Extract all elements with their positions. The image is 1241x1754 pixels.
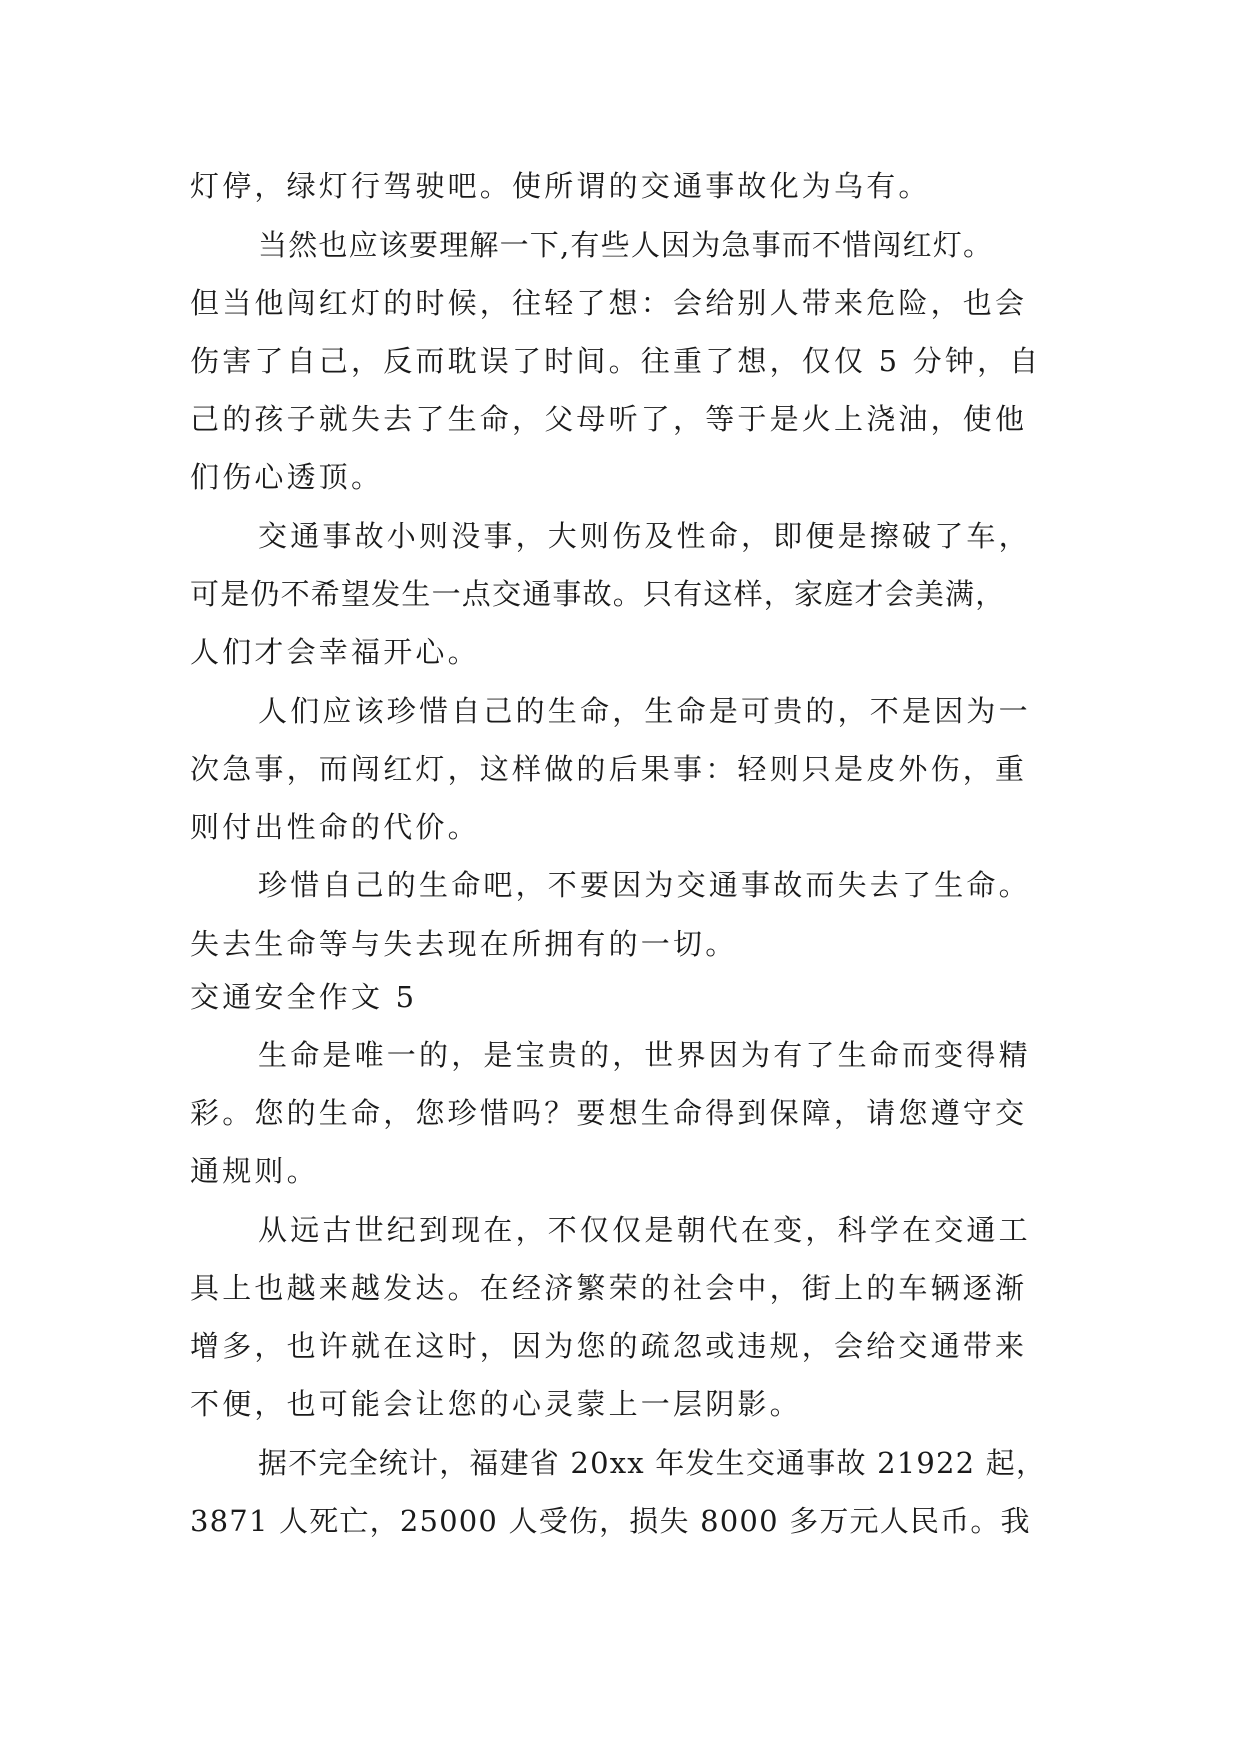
- text-line: 具上也越来越发达。在经济繁荣的社会中，街上的车辆逐渐: [190, 1271, 1028, 1305]
- text-line: 次急事，而闯红灯，这样做的后果事：轻则只是皮外伤，重: [190, 752, 1028, 786]
- paragraph-first-line: 当然也应该要理解一下,有些人因为急事而不惜闯红灯。: [258, 228, 994, 262]
- text-line: 则付出性命的代价。: [190, 810, 480, 844]
- paragraph-first-line: 据不完全统计，福建省 20xx 年发生交通事故 21922 起，: [258, 1446, 1047, 1480]
- text-line: 通规则。: [190, 1154, 319, 1188]
- paragraph-first-line: 生命是唯一的，是宝贵的，世界因为有了生命而变得精: [258, 1038, 1031, 1072]
- text-line: 灯停，绿灯行驾驶吧。使所谓的交通事故化为乌有。: [190, 169, 931, 203]
- paragraph-first-line: 人们应该珍惜自己的生命，生命是可贵的，不是因为一: [258, 694, 1031, 728]
- paragraph-first-line: 交通事故小则没事，大则伤及性命，即便是擦破了车，: [258, 519, 1031, 553]
- text-line: 增多，也许就在这时，因为您的疏忽或违规，会给交通带来: [190, 1329, 1028, 1363]
- text-line: 人们才会幸福开心。: [190, 635, 480, 669]
- section-heading: 交通安全作文 5: [190, 980, 418, 1014]
- text-line: 己的孩子就失去了生命，父母听了，等于是火上浇油，使他: [190, 402, 1028, 436]
- paragraph-first-line: 珍惜自己的生命吧，不要因为交通事故而失去了生命。: [258, 868, 1031, 902]
- text-line: 但当他闯红灯的时候，往轻了想：会给别人带来危险，也会: [190, 286, 1028, 320]
- paragraph-first-line: 从远古世纪到现在，不仅仅是朝代在变，科学在交通工: [258, 1213, 1031, 1247]
- text-line: 3871 人死亡，25000 人受伤，损失 8000 多万元人民币。我: [190, 1504, 1031, 1538]
- text-line: 不便，也可能会让您的心灵蒙上一层阴影。: [190, 1387, 802, 1421]
- text-line: 可是仍不希望发生一点交通事故。只有这样，家庭才会美满，: [190, 577, 1006, 611]
- text-line: 们伤心透顶。: [190, 460, 384, 494]
- text-line: 伤害了自己，反而耽误了时间。往重了想，仅仅 5 分钟，自: [190, 344, 1042, 378]
- text-line: 彩。您的生命，您珍惜吗？要想生命得到保障，请您遵守交: [190, 1096, 1028, 1130]
- text-line: 失去生命等与失去现在所拥有的一切。: [190, 927, 738, 961]
